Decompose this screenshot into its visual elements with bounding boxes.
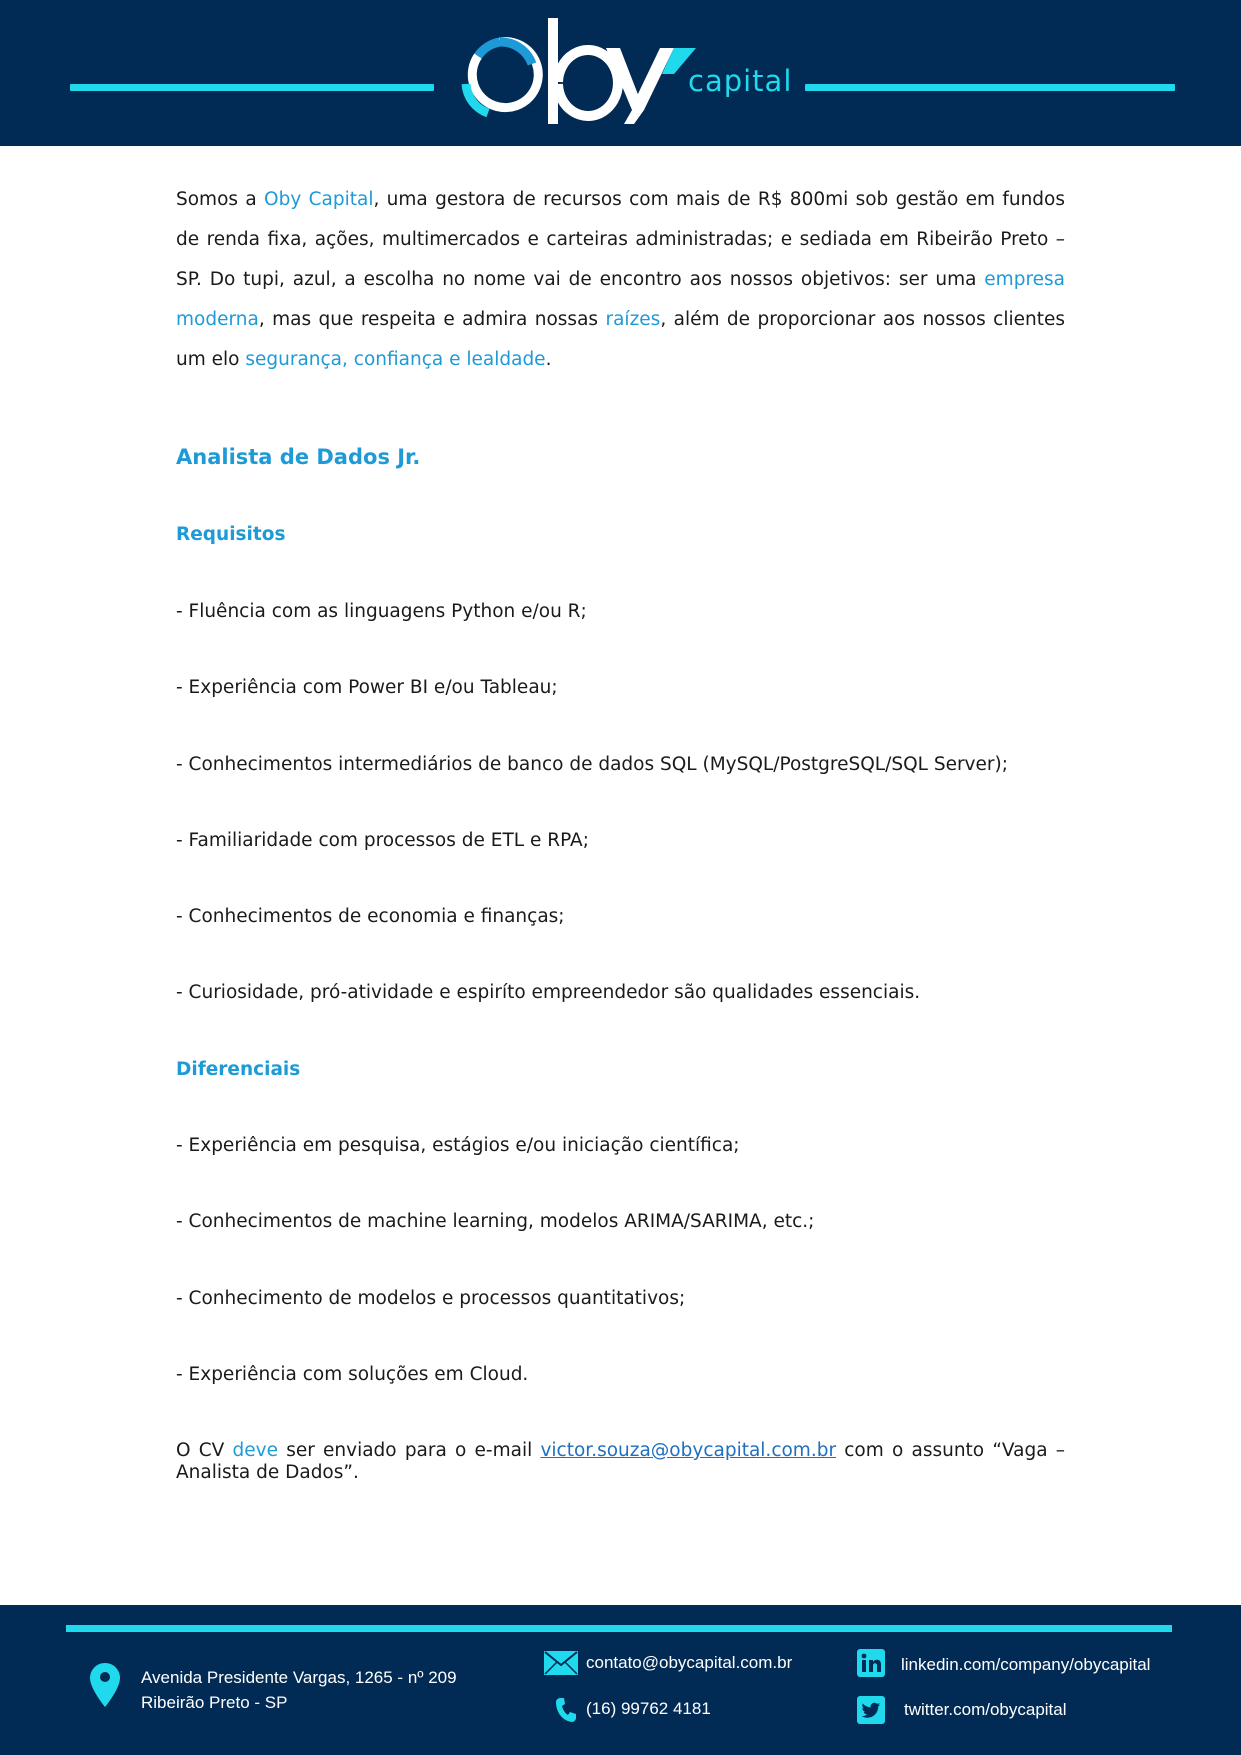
footer-address-line1: Avenida Presidente Vargas, 1265 - nº 209 [141,1668,457,1687]
twitter-icon [857,1696,885,1724]
intro-text-3: , mas que respeita e admira nossas [258,309,606,330]
intro-highlight-modern: empresa moderna [176,269,1065,330]
header-line-left [70,84,434,91]
logo-word-capital: capital [688,64,793,98]
footer-address-line2: Ribeirão Preto - SP [141,1693,288,1712]
requisito-item: - Familiaridade com processos de ETL e RPA; [176,830,589,851]
requisito-item: - Conhecimentos intermediários de banco de dados SQL (MySQL/PostgreSQL/SQL Server); [176,754,1008,775]
header-line-right [805,84,1175,91]
location-pin-icon [90,1663,120,1707]
envelope-icon [544,1651,578,1675]
page-header [0,0,1241,146]
diferencial-item: - Conhecimentos de machine learning, modelos ARIMA/SARIMA, etc.; [176,1211,815,1232]
cv-highlight-deve: deve [232,1440,278,1461]
diferencial-item: - Experiência em pesquisa, estágios e/ou iniciação científica; [176,1135,740,1156]
cv-text-2: ser enviado para o e-mail [278,1440,541,1461]
cv-email-link[interactable]: victor.souza@obycapital.com.br [540,1440,837,1461]
intro-highlight-values: segurança, confiança e lealdade [245,349,546,370]
linkedin-icon [857,1649,885,1677]
intro-highlight-roots: raízes [605,309,661,330]
footer-line [66,1625,1172,1632]
intro-paragraph [176,180,1065,380]
cv-text-3: com o assunto “Vaga – Analista de Dados”. [176,1440,1065,1483]
intro-text-4: , além de proporcionar aos nossos clientes um elo [176,309,1065,370]
diferencial-item: - Experiência com soluções em Cloud. [176,1364,529,1385]
intro-highlight-company: Oby Capital [264,189,374,210]
footer-phone[interactable]: (16) 99762 4181 [586,1699,711,1718]
diferenciais-heading: Diferenciais [176,1059,301,1080]
cv-text-1: O CV [176,1440,233,1461]
footer-twitter[interactable]: twitter.com/obycapital [904,1700,1067,1719]
phone-icon [555,1697,577,1723]
requisito-item: - Experiência com Power BI e/ou Tableau; [176,677,558,698]
intro-text-5: . [545,349,552,370]
page-footer [0,1605,1241,1755]
requisito-item: - Fluência com as linguagens Python e/ou R; [176,601,587,622]
requisito-item: - Curiosidade, pró-atividade e espiríto empreendedor são qualidades essenciais. [176,982,921,1003]
job-title: Analista de Dados Jr. [176,445,421,469]
intro-text-1: Somos a [176,189,265,210]
diferencial-item: - Conhecimento de modelos e processos quantitativos; [176,1288,686,1309]
intro-text-2: , uma gestora de recursos com mais de R$ 800mi sob gestão em fundos de renda fixa, ações, multimercados e carteiras administradas; e sediada em Ribeirão Preto – SP. Do tupi, azul, a escolha no nome vai de encontro aos nossos objetivos: ser uma [176,189,1065,290]
footer-linkedin[interactable]: linkedin.com/company/obycapital [901,1655,1151,1674]
footer-email[interactable]: contato@obycapital.com.br [586,1653,793,1672]
intro-section [176,180,1065,380]
requisito-item: - Conhecimentos de economia e finanças; [176,906,565,927]
cv-instructions [176,1440,1065,1484]
requisitos-heading: Requisitos [176,524,286,545]
